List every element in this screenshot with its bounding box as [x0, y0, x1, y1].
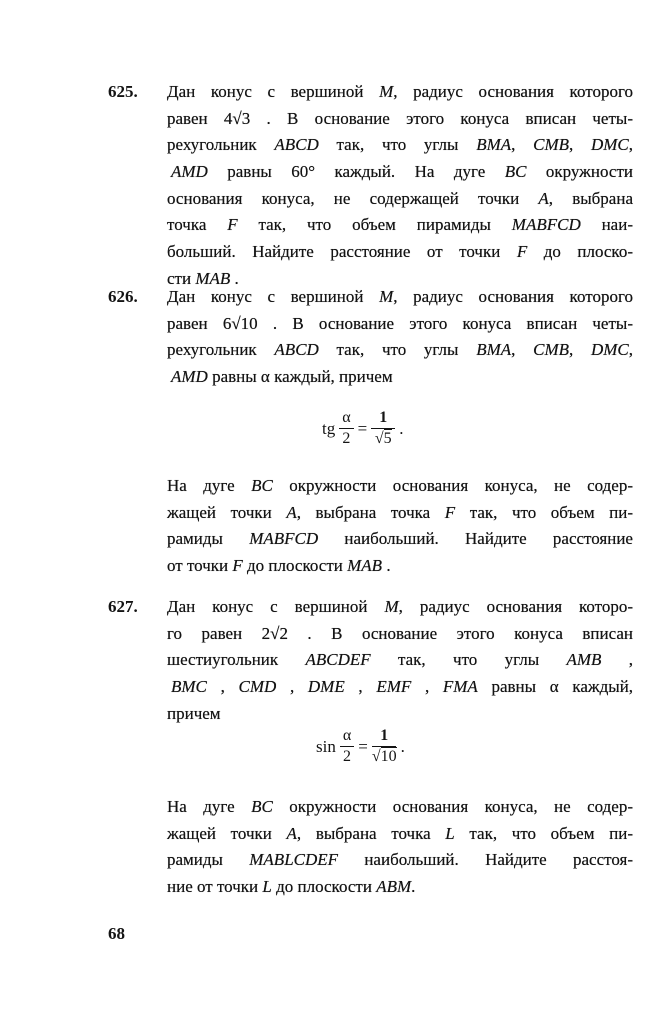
- radicand: 10: [380, 748, 397, 765]
- text-segment: окружности: [526, 162, 633, 182]
- text-segment: ,: [344, 677, 377, 697]
- text-line: [167, 212, 633, 239]
- text-line: [167, 794, 633, 821]
- math-symbol: BMA: [476, 135, 512, 155]
- math-symbol: A: [538, 188, 549, 208]
- math-symbol: MAB: [195, 268, 231, 288]
- text-segment: го равен 2√2 . В основание этого конуса вписан: [167, 623, 633, 643]
- text-segment: .: [230, 268, 239, 288]
- text-segment: основания конуса, не содержащей точки: [167, 188, 539, 208]
- text-line: [167, 79, 633, 106]
- text-line: [167, 159, 633, 186]
- math-symbol: BMC: [171, 677, 207, 697]
- math-symbol: BMA: [476, 340, 512, 360]
- text-segment: жащей точки: [167, 823, 287, 843]
- math-symbol: M: [379, 287, 394, 306]
- numerator: α: [339, 408, 353, 429]
- denominator: 2: [342, 430, 351, 447]
- radicand: 5: [383, 430, 392, 447]
- math-symbol: EMF: [376, 677, 412, 697]
- text-segment: равен 4√3 . В основание этого конуса вписан четы-: [167, 108, 633, 128]
- text-segment: так, что объем пи-: [454, 823, 633, 843]
- text-segment: ,: [569, 135, 591, 155]
- text-segment: равны 60° каждый. На дуге: [207, 162, 505, 182]
- text-segment: наи-: [580, 215, 633, 235]
- text-segment: больший. Найдите расстояние от точки: [167, 242, 517, 262]
- text-line: [167, 239, 633, 266]
- math-symbol: DMC: [590, 135, 629, 155]
- sqrt-icon: √: [374, 430, 384, 447]
- text-line: [167, 526, 633, 553]
- text-segment: наибольший. Найдите расстоя-: [338, 850, 633, 870]
- problem-text: [167, 594, 633, 727]
- formula: [316, 726, 405, 767]
- math-symbol: BC: [251, 797, 273, 816]
- text-segment: окружности основания конуса, не содер-: [272, 797, 633, 816]
- problem-text-continued: [167, 473, 633, 580]
- text-segment: шестиугольник: [167, 650, 306, 670]
- math-symbol: ABCD: [274, 135, 319, 155]
- formula: [322, 408, 403, 449]
- text-segment: рамиды: [167, 529, 250, 549]
- math-symbol: AMB: [566, 650, 602, 670]
- text-segment: равен 6√10 . В основание этого конуса вписан четы-: [167, 313, 633, 333]
- text-segment: наибольший. Найдите расстояние: [318, 529, 633, 549]
- text-line: [167, 186, 633, 213]
- numerator: 1: [372, 726, 396, 747]
- text-segment: до плоскости: [271, 877, 377, 897]
- function-name: sin: [316, 736, 336, 756]
- text-segment: , выбрана точка: [296, 502, 445, 522]
- text-segment: Дан конус с вершиной: [167, 82, 380, 101]
- text-segment: .: [382, 556, 391, 576]
- text-segment: , выбрана точка: [296, 823, 446, 843]
- math-symbol: A: [286, 823, 297, 843]
- text-segment: до плоскости: [242, 556, 348, 576]
- text-segment: На дуге: [167, 797, 252, 816]
- text-segment: , выбрана: [548, 188, 634, 208]
- text-line: [167, 674, 633, 701]
- numerator: α: [340, 726, 354, 747]
- fraction-alpha-over-2: [340, 726, 354, 767]
- text-line: [167, 364, 633, 391]
- problem-text: [167, 284, 633, 391]
- text-segment: от точки: [167, 556, 233, 576]
- math-symbol: MABFCD: [511, 215, 581, 235]
- math-symbol: BC: [504, 162, 527, 182]
- text-line: [167, 132, 633, 159]
- problem-number: 627.: [108, 597, 138, 616]
- text-segment: окружности основания конуса, не содер-: [272, 476, 633, 495]
- denominator: [372, 747, 397, 767]
- text-segment: , радиус основания которо-: [398, 597, 633, 616]
- sqrt-icon: √: [371, 748, 381, 765]
- math-symbol: ABCD: [274, 340, 319, 360]
- math-symbol: DMC: [590, 340, 629, 360]
- math-symbol: CMD: [238, 677, 277, 697]
- math-symbol: A: [286, 502, 297, 522]
- math-symbol: ABCDEF: [305, 650, 371, 670]
- text-segment: так, что углы: [370, 650, 567, 670]
- text-segment: сти: [167, 268, 196, 288]
- text-segment: ,: [628, 135, 634, 155]
- math-symbol: AMD: [171, 162, 208, 182]
- period: .: [399, 418, 404, 438]
- text-segment: рехугольник: [167, 340, 275, 360]
- function-name: tg: [322, 418, 336, 438]
- text-segment: ,: [511, 135, 534, 155]
- text-segment: точка: [167, 215, 228, 235]
- text-segment: рехугольник: [167, 135, 275, 155]
- math-symbol: M: [384, 597, 399, 616]
- text-line: [167, 821, 633, 848]
- equals-sign: =: [358, 736, 368, 756]
- text-segment: причем: [167, 703, 221, 723]
- math-symbol: L: [445, 823, 455, 843]
- fraction-right: [371, 408, 395, 449]
- text-line: [167, 337, 633, 364]
- text-segment: .: [411, 877, 416, 897]
- math-symbol: BC: [251, 476, 273, 495]
- math-symbol: F: [227, 215, 238, 235]
- text-segment: так, что углы: [318, 340, 477, 360]
- text-line: [167, 847, 633, 874]
- text-segment: ,: [628, 340, 634, 360]
- problem-number: 626.: [108, 287, 138, 306]
- text-segment: так, что объем пирамиды: [237, 215, 512, 235]
- math-symbol: M: [379, 82, 394, 101]
- text-line: [167, 553, 633, 580]
- denominator: 2: [343, 748, 352, 765]
- text-segment: равны α каждый, причем: [207, 367, 393, 387]
- math-symbol: MAB: [347, 556, 383, 576]
- text-line: [167, 647, 633, 674]
- numerator: 1: [371, 408, 395, 429]
- text-line: [167, 621, 633, 648]
- math-symbol: F: [444, 502, 456, 522]
- text-line: [167, 874, 633, 901]
- text-segment: ,: [276, 677, 308, 697]
- text-segment: равны α каждый,: [477, 677, 634, 697]
- denominator: [375, 429, 392, 449]
- problem-number: 625.: [108, 82, 138, 101]
- page-number: 68: [108, 924, 125, 943]
- text-line: [167, 500, 633, 527]
- text-line: [167, 311, 633, 338]
- text-segment: так, что объем пи-: [455, 502, 633, 522]
- math-symbol: FMA: [442, 677, 478, 697]
- text-segment: , радиус основания которого: [393, 287, 633, 306]
- math-symbol: F: [516, 242, 528, 262]
- period: .: [400, 736, 405, 756]
- problem-text: [167, 79, 633, 293]
- math-symbol: MABFCD: [249, 529, 319, 549]
- text-segment: жащей точки: [167, 502, 287, 522]
- text-segment: так, что углы: [318, 135, 477, 155]
- problem-text-continued: [167, 794, 633, 901]
- text-segment: ние от точки: [167, 877, 263, 897]
- text-segment: На дуге: [167, 476, 252, 495]
- math-symbol: AMD: [171, 367, 208, 387]
- text-segment: до плоско-: [527, 242, 633, 262]
- text-segment: ,: [511, 340, 534, 360]
- text-segment: ,: [601, 650, 634, 670]
- text-segment: ,: [206, 677, 239, 697]
- math-symbol: DME: [307, 677, 345, 697]
- text-line: [167, 473, 633, 500]
- math-symbol: L: [262, 877, 272, 897]
- fraction-right: [372, 726, 397, 767]
- text-line: [167, 701, 633, 728]
- text-line: [167, 106, 633, 133]
- text-line: [167, 594, 633, 621]
- text-segment: ,: [569, 340, 591, 360]
- text-segment: ,: [411, 677, 443, 697]
- fraction-alpha-over-2: [339, 408, 353, 449]
- text-line: [167, 284, 633, 311]
- equals-sign: =: [357, 418, 368, 438]
- math-symbol: CMB: [533, 340, 569, 360]
- math-symbol: F: [232, 556, 243, 576]
- text-segment: , радиус основания которого: [393, 82, 633, 101]
- text-segment: рамиды: [167, 850, 250, 870]
- math-symbol: MABLCDEF: [249, 850, 339, 870]
- math-symbol: ABM: [376, 877, 412, 897]
- text-segment: Дан конус с вершиной: [167, 287, 380, 306]
- text-segment: Дан конус с вершиной: [167, 597, 385, 616]
- math-symbol: CMB: [533, 135, 569, 155]
